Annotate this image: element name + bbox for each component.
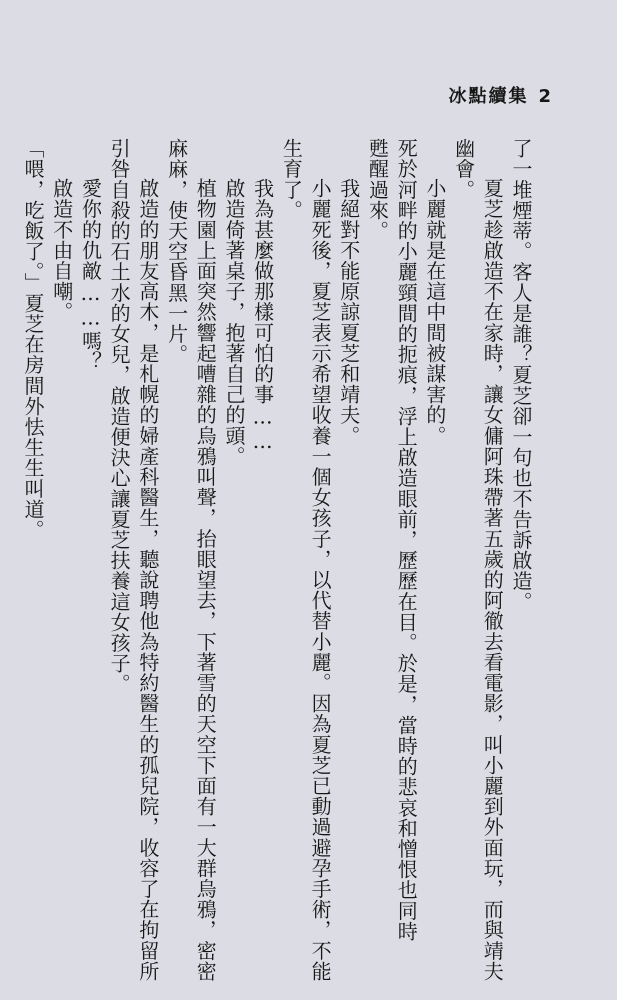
text-line: 生育了。 (279, 138, 304, 221)
page-number: 2 (538, 86, 553, 107)
text-line: 麻麻，使天空昏黑一片。 (164, 138, 189, 365)
text-line: 甦醒過來。 (365, 138, 390, 241)
running-header (448, 82, 553, 108)
text-line: 我為甚麼做那樣可怕的事…… (250, 178, 275, 454)
text-line: 死於河畔的小麗頸間的扼痕，浮上啟造眼前，歷歷在目。於是，當時的悲哀和憎恨也同時 (394, 138, 419, 942)
text-line: 小麗就是在這中間被謀害的。 (422, 178, 447, 446)
text-line: 愛你的仇敵……嗎？ (78, 178, 103, 372)
text-line: 我絕對不能原諒夏芝和靖夫。 (336, 178, 361, 446)
text-line: 引咎自殺的石土水的女兒，啟造便決心讓夏芝扶養這女孩子。 (107, 138, 132, 695)
text-line: 幽會。 (451, 138, 476, 200)
text-line: 啟造倚著桌子，抱著自己的頭。 (221, 178, 246, 467)
text-line: 了一堆煙蒂。客人是誰？夏芝卻一句也不告訴啟造。 (509, 138, 533, 612)
text-line: 夏芝趁啟造不在家時，讓女傭阿珠帶著五歲的阿徹去看電影，叫小麗到外面玩，而與靖夫 (480, 178, 505, 982)
book-title: 冰點續集 (448, 86, 529, 107)
text-line: 啟造的朋友高木，是札幌的婦產科醫生，聽說聘他為特約醫生的孤兒院，收容了在拘留所 (135, 178, 160, 982)
vertical-body-text (21, 138, 535, 982)
text-line: 小麗死後，夏芝表示希望收養一個女孩子，以代替小麗。因為夏芝已動過避孕手術，不能 (308, 178, 333, 982)
text-line: 「喂，吃飯了。」夏芝在房間外怯生生叫道。 (21, 138, 46, 540)
text-line: 植物園上面突然響起嘈雜的烏鴉叫聲，抬眼望去，下著雪的天空下面有一大群烏鴉，密密 (193, 178, 218, 982)
text-line: 啟造不由自嘲。 (49, 178, 74, 323)
